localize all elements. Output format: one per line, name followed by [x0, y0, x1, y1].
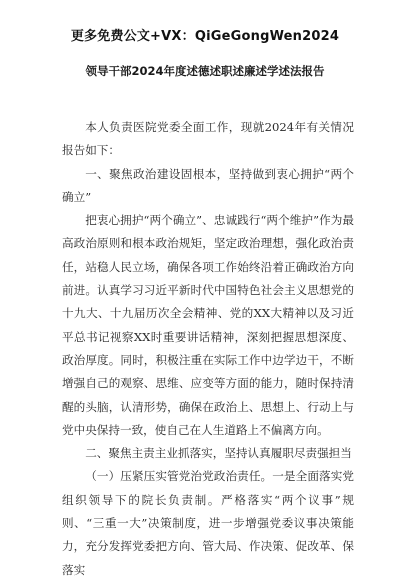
document-body	[62, 116, 354, 582]
section-heading-2: 二、聚焦主责主业抓落实，坚持认真履职尽责强担当	[85, 446, 352, 461]
paragraph-intro: 本人负责医院党委全面工作，现就2024年有关情况报告如下：	[62, 120, 354, 158]
section-heading-1: 一、聚焦政治建设固根本，坚持做到衷心拥护“两个确立”	[62, 166, 354, 204]
paragraph-section-2-1: （一）压紧压实管党治党政治责任。一是全面落实党组织领导下的院长负责制。严格落实“两个议事”规则、“三重一大”决策制度，进一步增强党委议事决策能力，充分发挥党委把方向、管大局、作决策、促改革、保落实	[62, 469, 354, 577]
document-title: 领导干部2024年度述德述职述廉述学述法报告	[85, 64, 325, 78]
watermark-header: 更多免费公文+VX：QiGeGongWen2024	[70, 29, 340, 44]
paragraph-section-1: 把衷心拥护“两个确立”、忠诚践行“两个维护”作为最高政治原则和根本政治规矩，坚定政治理想，强化政治责任，站稳人民立场，确保各项工作始终沿着正确政治方向前进。认真学习习近平新时代中国特色社会主义思想党的十九大、十九届历次全会精神、党的XX大精神以及习近平总书记视察XX时重要讲话精神，深刻把握思想深度、政治厚度。同时，积极注重在实际工作中边学边干，不断增强自己的观察、思维、应变等方面的能力，随时保持清醒的头脑，认清形势，确保在政治上、思想上、行动上与党中央保持一致，使自己在人生道路上不偏离方向。	[62, 213, 354, 437]
